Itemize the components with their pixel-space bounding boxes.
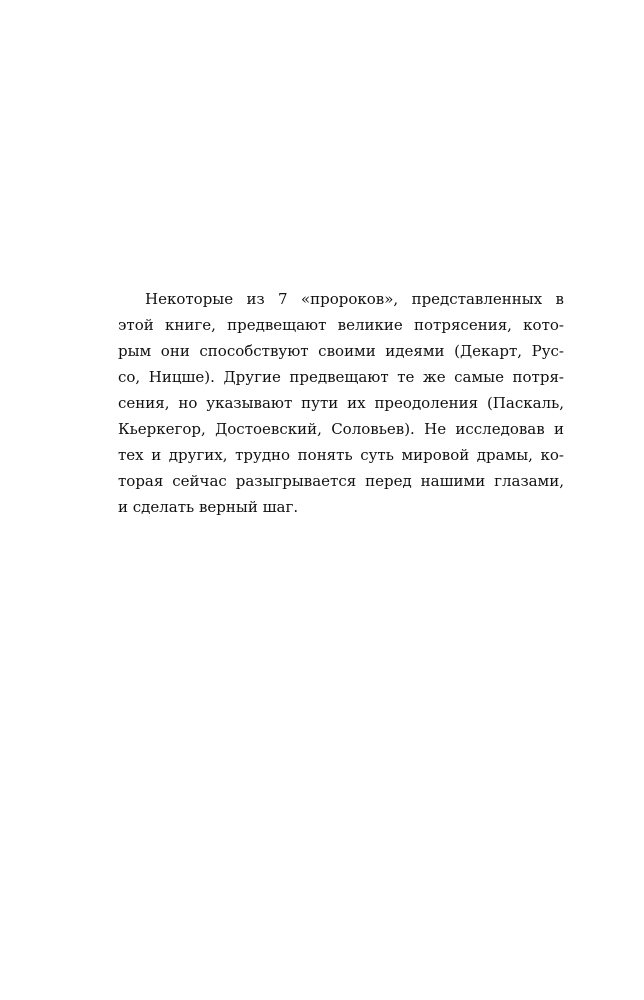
text-line-5: сения, но указывают пути их преодоления (Паскаль, — [118, 394, 564, 412]
body-paragraph — [118, 286, 564, 520]
text-line-8: торая сейчас разыгрывается перед нашими глазами, — [118, 472, 564, 490]
text-line-2: этой книге, предвещают великие потрясения, кото- — [118, 316, 564, 334]
text-line-1: Некоторые из 7 «пророков», представленных в — [145, 290, 564, 308]
text-line-6: Кьеркегор, Достоевский, Соловьев). Не исследовав и — [118, 420, 564, 438]
text-line-7: тех и других, трудно понять суть мировой драмы, ко- — [118, 446, 564, 464]
text-line-9: и сделать верный шаг. — [118, 498, 299, 516]
text-line-4: со, Ницше). Другие предвещают те же самые потря- — [118, 368, 564, 386]
text-line-3: рым они способствуют своими идеями (Декарт, Рус- — [118, 342, 564, 360]
